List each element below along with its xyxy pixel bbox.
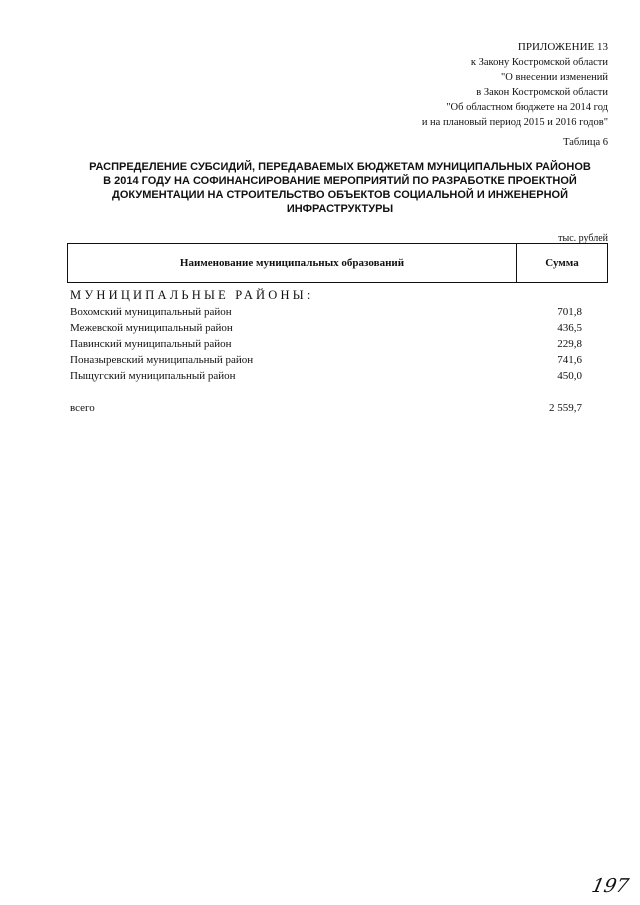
table-row: [70, 336, 582, 352]
total-value: 2 559,7: [549, 402, 582, 414]
row-value: 450,0: [557, 370, 582, 382]
title-line: ДОКУМЕНТАЦИИ НА СТРОИТЕЛЬСТВО ОБЪЕКТОВ СОЦИАЛЬНОЙ И ИНЖЕНЕРНОЙ: [112, 189, 568, 201]
table-row: [70, 304, 582, 320]
total-row: [70, 402, 582, 414]
table-header: [67, 243, 608, 283]
title-line: ИНФРАСТРУКТУРЫ: [286, 203, 394, 215]
row-value: 436,5: [557, 322, 582, 334]
appendix-header: [288, 40, 608, 130]
table-row: [70, 352, 582, 368]
row-value: 701,8: [557, 306, 582, 318]
total-label: всего: [70, 402, 95, 414]
row-name: Павинский муниципальный район: [70, 338, 232, 350]
row-value: 741,6: [557, 354, 582, 366]
column-header-name: Наименование муниципальных образований: [68, 244, 517, 282]
table-row: [70, 368, 582, 384]
row-name: Вохомский муниципальный район: [70, 306, 232, 318]
title-line: В 2014 ГОДУ НА СОФИНАНСИРОВАНИЕ МЕРОПРИЯТИЙ ПО РАЗРАБОТКЕ ПРОЕКТНОЙ: [103, 175, 577, 187]
row-name: Поназыревский муниципальный район: [70, 354, 254, 366]
table-number: Таблица 6: [563, 137, 608, 148]
header-line: "Об областном бюджете на 2014 год: [446, 102, 608, 113]
title-line: РАСПРЕДЕЛЕНИЕ СУБСИДИЙ, ПЕРЕДАВАЕМЫХ БЮДЖЕТАМ МУНИЦИПАЛЬНЫХ РАЙОНОВ: [89, 161, 591, 173]
table-row: [70, 320, 582, 336]
header-line: "О внесении изменений: [501, 72, 608, 83]
document-title: [70, 160, 610, 216]
handwritten-page-number: 197: [589, 875, 631, 897]
header-line: и на плановый период 2015 и 2016 годов": [421, 117, 608, 128]
table-body: [70, 304, 582, 384]
header-line: в Закон Костромской области: [476, 87, 608, 98]
units-label: тыс. рублей: [558, 233, 608, 244]
row-name: Межевской муниципальный район: [70, 322, 233, 334]
header-line: к Закону Костромской области: [470, 57, 608, 68]
section-heading: МУНИЦИПАЛЬНЫЕ РАЙОНЫ:: [70, 288, 314, 302]
row-value: 229,8: [557, 338, 582, 350]
appendix-number: ПРИЛОЖЕНИЕ 13: [517, 41, 608, 53]
row-name: Пыщугский муниципальный район: [70, 370, 236, 382]
column-header-sum: Сумма: [545, 257, 579, 269]
